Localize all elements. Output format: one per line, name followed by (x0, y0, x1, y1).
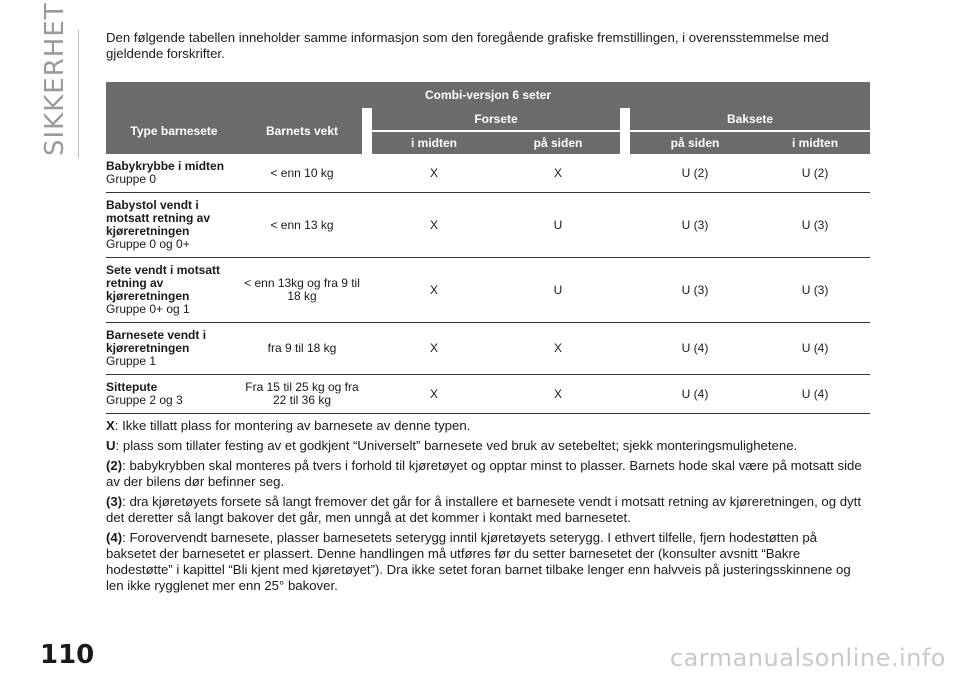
section-side-label: SIKKERHET (40, 2, 70, 156)
group-front-header: Forsete (372, 108, 620, 131)
weight-cell: < enn 13kg og fra 9 til 18 kg (242, 258, 362, 323)
sub-rear-mid-header: i midten (760, 131, 870, 154)
table-row (106, 375, 870, 414)
note-u: U: plass som tillater festing av et godkjent “Universelt” barnesete ved bruk av setebeltet; sjekk monteringsmulighetene. (106, 438, 798, 453)
seat-type-cell: Babykrybbe i midten Gruppe 0 (106, 154, 242, 193)
seat-type-cell: Sete vendt i motsatt retning av kjøreretningen Gruppe 0+ og 1 (106, 258, 242, 323)
page-content (106, 30, 870, 598)
front-mid-cell: X (372, 154, 496, 193)
col-weight-header: Barnets vekt (242, 108, 362, 154)
weight-cell: Fra 15 til 25 kg og fra 22 til 36 kg (242, 375, 362, 414)
rear-side-cell: U (4) (630, 323, 760, 375)
page-number: 110 (40, 640, 95, 670)
seat-type-cell: Babystol vendt i motsatt retning av kjøreretningen Gruppe 0 og 0+ (106, 193, 242, 258)
note-x: X: Ikke tillatt plass for montering av barnesete av denne typen. (106, 418, 471, 433)
table-row (106, 154, 870, 193)
rear-mid-cell: U (2) (760, 154, 870, 193)
note-3: (3): dra kjøretøyets forsete så langt fremover det går for å installere et barnesete vendt i motsatt retning av kjøreretningen, og dytt det deretter så langt bakover det går, men unngå at det kommer i kontakt med barnesetet. (106, 494, 861, 525)
front-mid-cell: X (372, 193, 496, 258)
note-4: (4): Forovervendt barnesete, plasser barnesetets seterygg inntil kjøretøyets seterygg. I ethvert tilfelle, fjern hodestøtten på baksetet der barnesetet er plassert. Denne handlingen må utføres før du setter barnesetet der (konsulter avsnitt “Bakre hodestøtte” i kapittel “Bli kjent med kjøretøyet”). Dra ikke setet foran barnet tilbake lenger enn halvveis på justeringsskinnene og len ikke rygglenet mer enn 25° bakover. (106, 530, 851, 593)
col-type-header: Type barnesete (106, 108, 242, 154)
rear-mid-cell: U (3) (760, 193, 870, 258)
front-side-cell: X (496, 375, 620, 414)
intro-paragraph: Den følgende tabellen inneholder samme informasjon som den foregående grafiske fremstillingen, i overensstemmelse med gjeldende forskrifter. (106, 30, 829, 61)
rear-mid-cell: U (4) (760, 323, 870, 375)
rear-side-cell: U (3) (630, 258, 760, 323)
front-side-cell: U (496, 258, 620, 323)
front-mid-cell: X (372, 375, 496, 414)
watermark-text: carmanualsonline.info (669, 644, 946, 672)
note-2: (2): babykrybben skal monteres på tvers i forhold til kjøretøyet og opptar minst to plasser. Barnets hode skal være på motsatt side av der bilens dør befinner seg. (106, 458, 862, 489)
sub-rear-side-header: på siden (630, 131, 760, 154)
seat-type-cell: Barnesete vendt i kjøreretningen Gruppe 1 (106, 323, 242, 375)
table-row (106, 258, 870, 323)
front-side-cell: X (496, 154, 620, 193)
child-seat-table (106, 82, 870, 414)
table-notes (106, 418, 870, 594)
section-divider (78, 30, 79, 158)
rear-side-cell: U (3) (630, 193, 760, 258)
group-rear-header: Baksete (630, 108, 870, 131)
table-row (106, 323, 870, 375)
rear-mid-cell: U (3) (760, 258, 870, 323)
table-header (106, 82, 870, 154)
table-row (106, 193, 870, 258)
seat-type-cell: Sittepute Gruppe 2 og 3 (106, 375, 242, 414)
front-side-cell: X (496, 323, 620, 375)
sub-front-mid-header: i midten (372, 131, 496, 154)
rear-mid-cell: U (4) (760, 375, 870, 414)
front-mid-cell: X (372, 323, 496, 375)
rear-side-cell: U (4) (630, 375, 760, 414)
front-side-cell: U (496, 193, 620, 258)
front-mid-cell: X (372, 258, 496, 323)
weight-cell: fra 9 til 18 kg (242, 323, 362, 375)
weight-cell: < enn 10 kg (242, 154, 362, 193)
table-title: Combi-versjon 6 seter (106, 82, 870, 108)
sub-front-side-header: på siden (496, 131, 620, 154)
rear-side-cell: U (2) (630, 154, 760, 193)
weight-cell: < enn 13 kg (242, 193, 362, 258)
